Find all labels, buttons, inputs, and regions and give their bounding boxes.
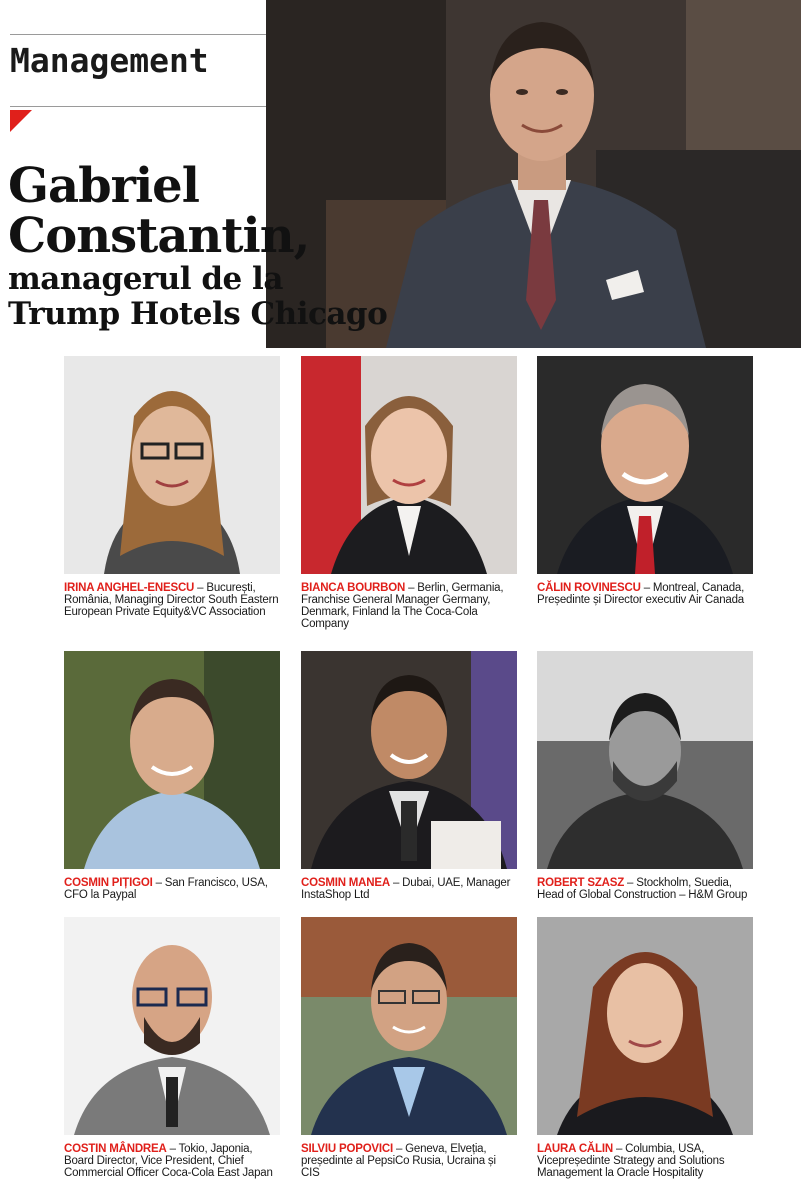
profile-photo: [537, 356, 753, 574]
profile-card: [64, 917, 280, 1179]
profile-photo: [64, 651, 280, 869]
profile-photo: [301, 917, 517, 1135]
profile-details: – Tokio, Japonia, Board Director, Vice President, Chief Commercial Officer Coca-Cola East Japan: [64, 1143, 273, 1179]
profile-caption: [301, 877, 517, 901]
profile-details: – Geneva, Elveția, președinte al PepsiCo Rusia, Ucraina și CIS: [301, 1143, 496, 1179]
profile-details: – București, România, Managing Director South Eastern European Private Equity&VC Association: [64, 582, 279, 618]
profile-details: – San Francisco, USA, CFO la Paypal: [64, 877, 268, 901]
profile-caption: [537, 582, 753, 606]
article-headline: [8, 158, 428, 332]
profile-card: [64, 356, 280, 618]
profile-name: BIANCA BOURBON: [301, 582, 406, 594]
profile-caption: [301, 1143, 517, 1179]
profile-photo: [301, 651, 517, 869]
profile-name: COSTIN MÂNDREA: [64, 1143, 167, 1155]
profile-card: [301, 917, 517, 1179]
headline-line-2: Constantin,: [8, 208, 310, 264]
profile-details: – Dubai, UAE, Manager InstaShop Ltd: [301, 877, 511, 901]
section-rule-top: [10, 34, 266, 35]
profile-card: [301, 356, 517, 630]
section-label: Management: [10, 41, 209, 80]
profile-name: ROBERT SZASZ: [537, 877, 625, 889]
profile-photo: [301, 356, 517, 574]
profile-name: COSMIN PIȚIGOI: [64, 877, 153, 889]
profile-name: CĂLIN ROVINESCU: [537, 582, 641, 594]
red-corner-mark: [10, 110, 32, 132]
profile-photo: [64, 917, 280, 1135]
profile-details: – Columbia, USA, Vicepreședinte Strategy and Solutions Management la Oracle Hospitality: [537, 1143, 725, 1179]
profile-caption: [301, 582, 517, 630]
profile-details: – Stockholm, Suedia, Head of Global Construction – H&M Group: [537, 877, 748, 901]
headline-line-1: Gabriel: [8, 158, 199, 214]
profile-details: – Montreal, Canada, Președinte și Director executiv Air Canada: [537, 582, 745, 606]
profile-name: LAURA CĂLIN: [537, 1143, 613, 1155]
profile-details: – Berlin, Germania, Franchise General Manager Germany, Denmark, Finland la The Coca-Cola Company: [301, 582, 504, 630]
profile-card: [537, 356, 753, 606]
profile-caption: [64, 582, 280, 618]
profile-card: [64, 651, 280, 901]
headline-line-4: Trump Hotels Chicago: [8, 296, 388, 332]
section-rule-bottom: [10, 106, 266, 107]
profile-photo: [537, 917, 753, 1135]
profile-caption: [64, 1143, 280, 1179]
profile-name: IRINA ANGHEL-ENESCU: [64, 582, 195, 594]
profile-card: [301, 651, 517, 901]
profile-name: COSMIN MANEA: [301, 877, 390, 889]
profile-caption: [537, 1143, 753, 1179]
profile-photo: [64, 356, 280, 574]
profile-caption: [537, 877, 753, 901]
profile-caption: [64, 877, 280, 901]
headline-line-3: managerul de la: [8, 261, 283, 297]
profile-name: SILVIU POPOVICI: [301, 1143, 393, 1155]
profile-card: [537, 917, 753, 1179]
profile-card: [537, 651, 753, 901]
profile-photo: [537, 651, 753, 869]
